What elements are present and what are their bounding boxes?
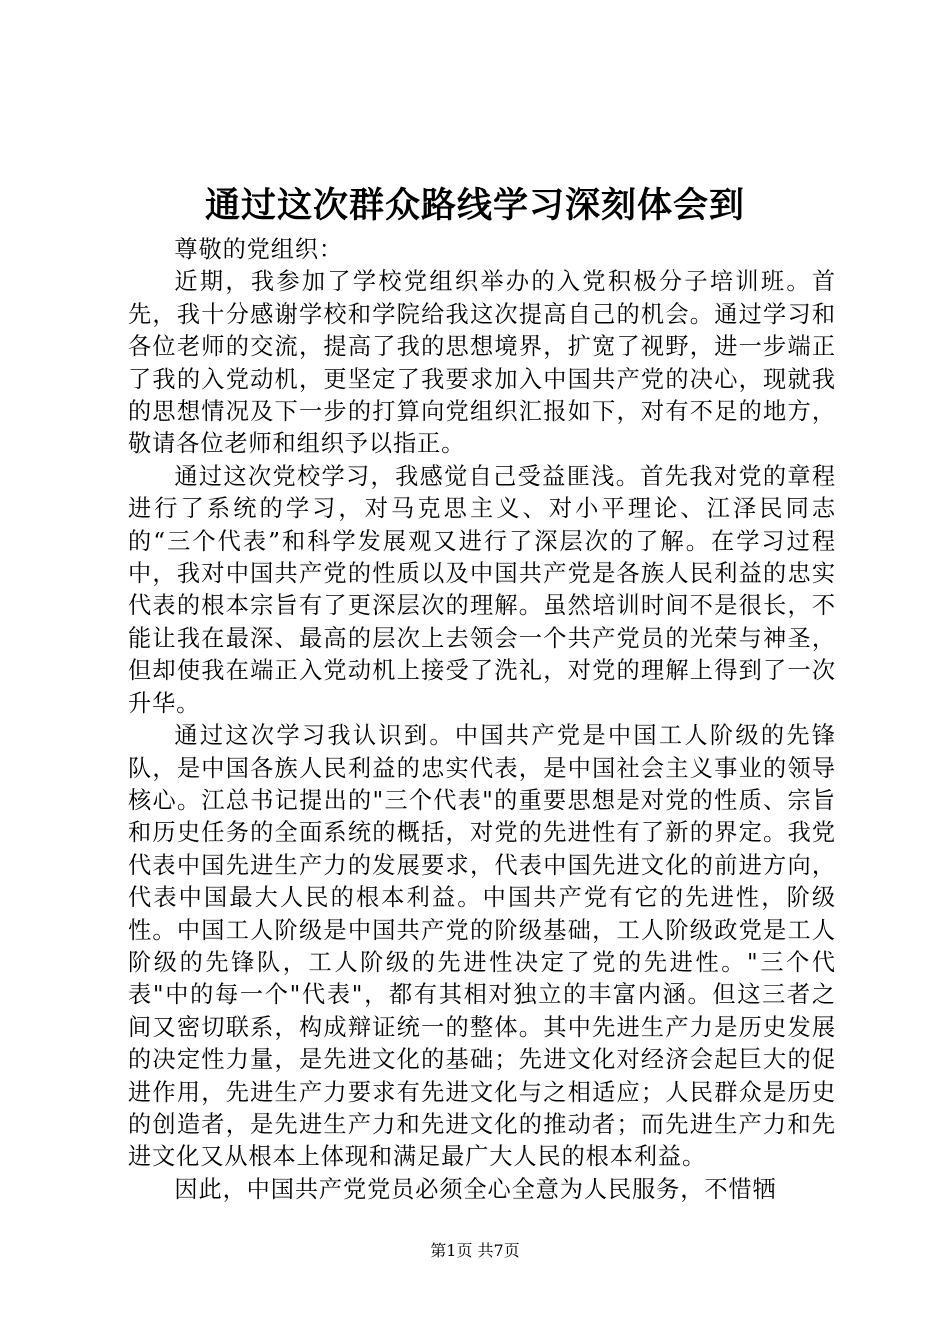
salutation: 尊敬的党组织： xyxy=(174,236,344,263)
body-paragraph-1: 近期，我参加了学校党组织举办的入党积极分子培训班。首先，我十分感谢学校和学院给我这次提高自己的机会。通过学习和各位老师的交流，提高了我的思想境界，扩宽了视野，进一步端正了我的入党动机，更坚定了我要求加入中国共产党的决心，现就我的思想情况及下一步的打算向党组织汇报如下，对有不足的地方，敬请各位老师和组织予以指正。 xyxy=(128,268,836,458)
document-title: 通过这次群众路线学习深刻体会到 xyxy=(204,185,745,226)
body-paragraph-3: 通过这次学习我认识到。中国共产党是中国工人阶级的先锋队，是中国各族人民利益的忠实代表，是中国社会主义事业的领导核心。江总书记提出的"三个代表"的重要思想是对党的性质、宗旨和历史任务的全面系统的概括，对党的先进性有了新的界定。我党代表中国先进生产力的发展要求，代表中国先进文化的前进方向，代表中国最大人民的根本利益。中国共产党有它的先进性，阶级性。中国工人阶级是中国共产党的阶级基础，工人阶级政党是工人阶级的先锋队，工人阶级的先进性决定了党的先进性。"三个代表"中的每一个"代表"，都有其相对独立的丰富内涵。但这三者之间又密切联系，构成辩证统一的整体。其中先进生产力是历史发展的决定性力量，是先进文化的基础；先进文化对经济会起巨大的促进作用，先进生产力要求有先进文化与之相适应；人民群众是历史的创造者，是先进生产力和先进文化的推动者；而先进生产力和先进文化又从根本上体现和满足最广大人民的根本利益。 xyxy=(128,722,836,1171)
body-paragraph-2: 通过这次党校学习，我感觉自己受益匪浅。首先我对党的章程进行了系统的学习，对马克思主义、对小平理论、江泽民同志的“三个代表”和科学发展观又进行了深层次的了解。在学习过程中，我对中国共产党的性质以及中国共产党是各族人民利益的忠实代表的根本宗旨有了更深层次的理解。虽然培训时间不是很长，不能让我在最深、最高的层次上去领会一个共产党员的光荣与神圣，但却使我在端正入党动机上接受了洗礼，对党的理解上得到了一次升华。 xyxy=(128,462,836,717)
body-paragraph-4: 因此，中国共产党党员必须全心全意为人民服务，不惜牺 xyxy=(174,1175,777,1203)
page-number-footer: 第1页 共7页 xyxy=(430,1241,520,1260)
document-body xyxy=(128,234,836,1206)
